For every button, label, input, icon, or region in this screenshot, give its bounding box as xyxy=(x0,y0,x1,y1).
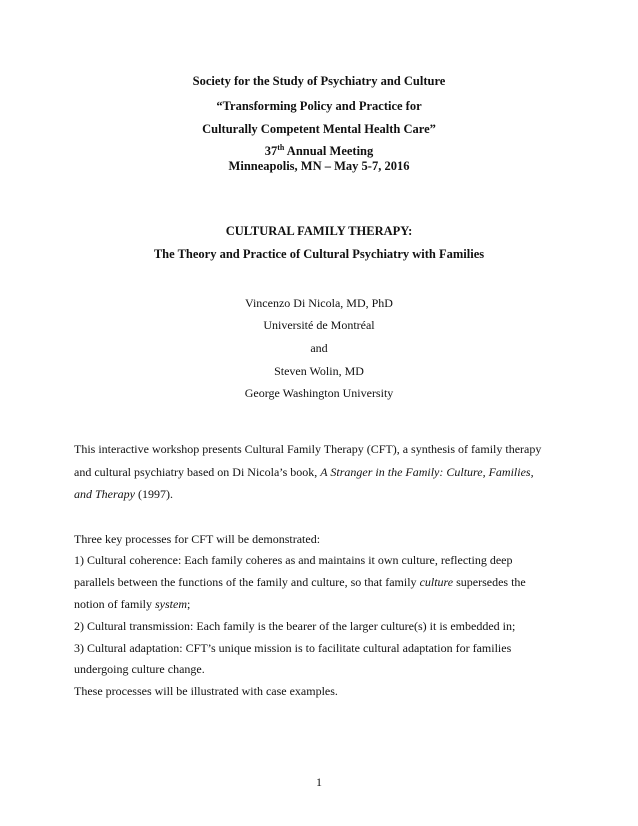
author-conjunction: and xyxy=(310,341,328,355)
document-subtitle: The Theory and Practice of Cultural Psychiatry with Families xyxy=(153,247,485,261)
meeting-ordinal: th xyxy=(277,142,285,152)
page-number: 1 xyxy=(316,775,322,789)
author-1: Vincenzo Di Nicola, MD, PhD xyxy=(245,296,393,310)
abstract-line-1: This interactive workshop presents Cultural Family Therapy (CFT), a synthesis of family therapy xyxy=(74,442,542,456)
emphasis-system: system xyxy=(155,597,187,611)
author-2: Steven Wolin, MD xyxy=(274,364,364,378)
process-1-text-cont: supersedes the xyxy=(453,575,526,589)
process-3-line-1: 3) Cultural adaptation: CFT’s unique mission is to facilitate cultural adaptation for families xyxy=(74,641,512,655)
book-title: A Stranger in the Family: Culture, Families, xyxy=(320,465,534,479)
processes-intro: Three key processes for CFT will be demonstrated: xyxy=(74,532,321,546)
meeting-label: Annual Meeting xyxy=(284,144,374,158)
conference-theme-line2: Culturally Competent Mental Health Care” xyxy=(202,122,436,136)
process-1-text: parallels between the functions of the family and culture, so that family xyxy=(74,575,420,589)
conference-theme-line1: “Transforming Policy and Practice for xyxy=(216,99,422,113)
society-name: Society for the Study of Psychiatry and Culture xyxy=(192,74,446,88)
process-1-line-1: 1) Cultural coherence: Each family coheres as and maintains it own culture, reflecting deep xyxy=(74,553,513,567)
meeting-number: 37 xyxy=(264,144,278,158)
meeting-location-date: Minneapolis, MN – May 5-7, 2016 xyxy=(228,159,410,173)
annual-meeting xyxy=(0,144,638,159)
book-year: (1997). xyxy=(135,487,173,501)
book-title-cont: and Therapy xyxy=(74,487,135,501)
affiliation-1: Université de Montréal xyxy=(263,318,375,332)
process-1-line-2 xyxy=(74,575,526,590)
abstract-line-3 xyxy=(74,487,173,502)
document-title: CULTURAL FAMILY THERAPY: xyxy=(225,224,413,238)
abstract-text: and cultural psychiatry based on Di Nicola’s book, xyxy=(74,465,321,479)
process-1-notion: notion of family xyxy=(74,597,155,611)
abstract-line-2 xyxy=(74,465,534,480)
process-1-end: ; xyxy=(187,597,191,611)
process-1-line-3 xyxy=(74,597,190,612)
process-3-line-2: undergoing culture change. xyxy=(74,662,205,676)
emphasis-culture: culture xyxy=(419,575,454,589)
processes-closing: These processes will be illustrated with case examples. xyxy=(74,684,338,698)
affiliation-2: George Washington University xyxy=(244,386,394,400)
process-2: 2) Cultural transmission: Each family is the bearer of the larger culture(s) it is embedded in; xyxy=(74,619,516,633)
